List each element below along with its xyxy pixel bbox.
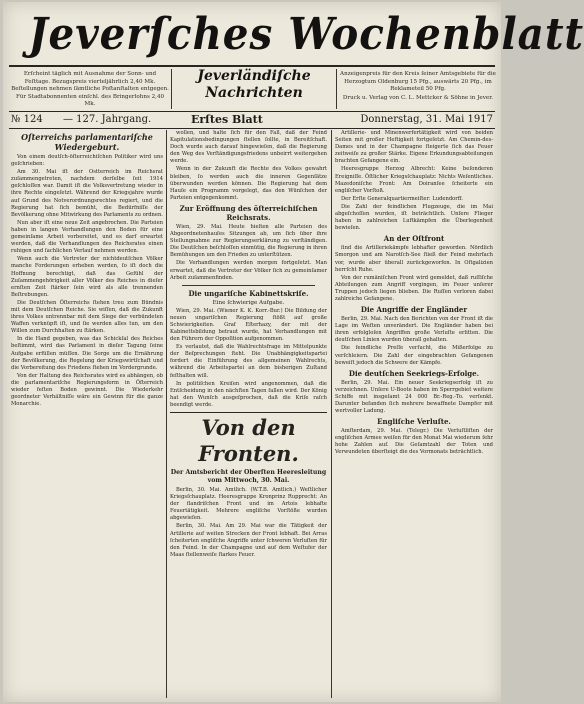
paragraph: Wien, 29. Mai. Heute hielten alle Parteien des Abgeordnetenhauſes Sitzungen ab, um ſich über ihre Stellungnahme zur Regierungserklärung zu verſtändigen. Die Deutſchen beſchloſſen einmütig, die Regierung in ihren Bemühungen um den Frieden zu unterſtützen.	[170, 223, 327, 259]
subscription-info: Erſcheint täglich mit Ausnahme der Sonn- und Feſttage. Bezugspreis vierteljährlich 2,40 Mk. Beſtellungen nehmen ſämtliche Poſtanſtalten entgegen. Für Stadtabonnenten einſchl. des Bringerlohns 2,40 Mk.	[11, 71, 169, 108]
paragraph: Die Verhandlungen werden morgen fortgeſetzt. Man erwartet, daß die Vertreter der Völker ſich zu gemeinſamer Arbeit zuſammenfinden.	[170, 260, 327, 281]
article-heading: Oſterreichs parlamentariſche Wiedergeburt.	[21, 132, 153, 152]
publisher-line: Druck u. Verlag von C. L. Mettcker & Söhne in Jever.	[342, 94, 494, 101]
column-1	[11, 130, 163, 409]
paragraph: Am 30. Mai iſt der Ostterreich im Reichsrat zuſammengetreten, nachdem derſelbe ſeit 1914 geſchloſſen war. Damit iſt die Volksvertretung wieder in ihre Rechte eingeſetzt. Während der Kriegsjahre wurde auf Grund des Notverordnungsrechtes regiert, und die Regierung hat ſich bemüht, die Bedürfniſſe der Bevölkerung ohne Mitwirkung des Parlaments zu ordnen.	[11, 169, 163, 218]
article-subheading: Eine ſchwierige Aufgabe.	[212, 299, 285, 306]
section-name: Erſtes Blatt	[191, 113, 263, 126]
divider	[171, 69, 172, 109]
paragraph: Berlin, 29. Mai. Ein neuer Seekriegserfolg iſt zu verzeichnen. Unſere U-Boote haben im Sperrgebiet weitere Schiffe mit insgeſamt 24 000 Br.-Reg.-To. verſenkt. Darunter befanden ſich mehrere bewaffnete Dampfer mit wertvoller Ladung.	[335, 379, 493, 415]
issue-number: № 124	[11, 114, 43, 125]
article-heading: Engliſche Verluſte.	[377, 417, 451, 427]
paragraph: Berlin, 30. Mai. Am 29. Mai war die Tätigkeit der Artillerie auf weiten Strecken der Front lebhaft. Bei Arras ſcheiterten engliſche Angriffe unter ſchweren Verluſten für den Feind. In der Champagne und auf dem Weſtufer der Maas ſtellenweiſe ſtarkes Feuer.	[170, 523, 327, 558]
paragraph: Heeresgruppe Herzog Albrecht: Keine beſonderen Ereigniſſe. Öſtlicher Kriegsſchauplatz: Nichts Weſentliches. Mazedoniſche Front: Am Doiranſee ſcheiterte ein engliſcher Vorſtoß.	[335, 166, 493, 194]
issue-rule-top	[9, 111, 495, 112]
issue-rule-bottom	[9, 128, 495, 129]
paragraph: ſind die Artilleriekämpfe lebhafter geworden. Nördlich Smorgon und am Narotſch-See ſtieß der Feind mehrfach vor, wurde aber überall zurückgeworfen. In Oſtgalizien herrſcht Ruhe.	[335, 245, 493, 273]
paragraph: Wien, 29. Mai. (Wiener K. K. Korr.-Bur.) Die Bildung der neuen ungariſchen Regierung ſtößt auf große Schwierigkeiten. Graf Eſterhazy, der mit der Kabinettsbildung betraut wurde, hat Verhandlungen mit den Führern der Oppoſition aufgenommen.	[170, 307, 327, 343]
paragraph: Von der rumäniſchen Front wird gemeldet, daß ruſſiſche Abteilungen zum Angriff vorgingen, im Feuer unſerer Truppen jedoch liegen blieben. Die Ruſſen verloren dabei zahlreiche Gefangene.	[335, 274, 493, 302]
volume: — 127. Jahrgang.	[63, 114, 152, 125]
paragraph: wollen, und halte ſich für den Fall, daß der Feind Kapitulationsbedingungen ſtellen ſollte, in Bereitſchaft. Doch wurde auch darauf hingewieſen, daß die Regierung den Weg des Verſtändigungsfriedens unbeirrt weitergehen werde.	[170, 130, 327, 165]
divider	[336, 69, 337, 109]
paragraph: Die feindliche Preſſe verſucht, die Mißerfolge zu verſchleiern. Die Zahl der eingebrachten Gefangenen beweiſt jedoch die Schwere der Kämpfe.	[335, 345, 493, 366]
article-heading: An der Oſtfront	[383, 234, 445, 244]
paragraph: Berlin, 29. Mai. Nach den Berichten von der Front iſt die Lage im Weſten unverändert. Die Engländer haben bei ihren erfolgloſen Angriffen große Verluſte erlitten. Die deutſchen Linien wurden überall gehalten.	[335, 316, 493, 344]
column-3	[335, 130, 493, 458]
article-heading: Zur Eröffnung des öſterreichiſchen Reichsrats.	[179, 203, 318, 222]
paragraph: Die Zahl der feindlichen Flugzeuge, die im Mai abgeſchoſſen wurden, iſt beträchtlich. Unſere Flieger haben in zahlreichen Luftkämpfen die Überlegenheit bewieſen.	[335, 203, 493, 232]
paragraph: Amſterdam, 29. Mai. (Telegr.) Die Verluſtliſten der engliſchen Armee weiſen für den Monat Mai wiederum ſehr hohe Zahlen auf. Die Geſamtzahl der Toten und Verwundeten überſteigt die des Vormonats beträchtlich.	[335, 428, 493, 456]
paragraph: Der Erſte Generalquartiermeiſter: Ludendorff.	[341, 195, 463, 202]
column-2	[170, 130, 327, 560]
issue-date: Donnerstag, 31. Mai 1917	[360, 114, 493, 125]
article-heading: Die deutſchen Seekriegs-Erfolge.	[348, 368, 480, 378]
paragraph: In die Hand gegeben, was das Schickſal des Reiches beſtimmt, wird das Parlament in dieſer Tagung ſeine Aufgabe erfüllen müſſen. Die Sorge um die Ernährung der Bevölkerung, die Regelung der Kriegswirtſchaft und die Vorbereitung des Friedens ſtehen im Vordergrunde.	[11, 336, 163, 371]
paragraph: Nun aber iſt eine neue Zeit angebrochen. Die Parteien haben in langen Verhandlungen den Boden für eine gemeinſame Arbeit vorbereitet, und es darf erwartet werden, daß die Verhandlungen des Reichsrates einen ruhigen und ſachlichen Verlauf nehmen werden.	[11, 219, 163, 255]
paragraph: In politiſchen Kreiſen wird angenommen, daß die Entſcheidung in den nächſten Tagen fallen wird. Der König hat den Wunſch ausgeſprochen, daß die Kriſe raſch beendigt werde.	[170, 380, 327, 408]
paragraph: Von einem deutſch-öſterreichiſchen Politiker wird uns geſchrieben:	[11, 154, 163, 168]
subtitle-line-2: Nachrichten	[205, 85, 303, 101]
newspaper-page	[3, 2, 584, 702]
article-heading: Die ungariſche Kabinettskriſe.	[188, 288, 309, 298]
column-divider	[331, 130, 332, 698]
separator	[182, 285, 315, 286]
paragraph: Wenn in der Zukunft die Rechte des Volkes gewahrt bleiben, ſo werden auch die inneren Gegenſätze überwunden werden können. Die Regierung hat dem Hauſe ein Programm vorgelegt, das den Wünſchen der Parteien entgegenkommt.	[170, 166, 327, 201]
issue-bar	[9, 113, 495, 127]
paragraph: Artillerie- und Minenwerfertätigkeit wird von beiden Seiten mit großer Heftigkeit fortgeſetzt. Am Chemin-des-Dames und in der Champagne ſteigerte ſich das Feuer zeitweiſe zu großer Stärke. Eigene Erkundungsabteilungen brachten Gefangene ein.	[335, 130, 493, 165]
paragraph: Wenn auch die Vertreter der nichtdeutſchen Völker manche Forderungen erheben werden, ſo iſt doch die Hoffnung berechtigt, daß das Gefühl der Zuſammengehörigkeit aller Völker des Reiches in dieſer ernſten Zeit ſtärker ſein wird als alle trennenden Beſtrebungen.	[11, 256, 163, 298]
advertising-info	[339, 71, 497, 102]
paragraph: Von der Haltung des Reichsrates wird es abhängen, ob die parlamentariſche Regierungsform in Öſterreich wieder feſten Boden gewinnt. Die Wiederkehr geordneter Verhältniſſe wäre ein Gewinn für die ganze Monarchie.	[11, 372, 163, 408]
paragraph: Die Deutſchen Öſterreichs ſtehen treu zum Bündnis mit dem Deutſchen Reiche. Sie wiſſen, daß die Zukunft ihres Volkes untrennbar mit dem Siege der verbündeten Waffen verknüpft iſt, und ſie werden alles tun, um den Willen zum Durchhalten zu ſtärken.	[11, 299, 163, 335]
article-heading: Die Angriffe der Engländer	[360, 305, 468, 315]
masthead-rule	[9, 65, 495, 67]
paragraph: Es verlautet, daß die Wahlrechtsfrage im Mittelpunkte der Beſprechungen ſteht. Die Unabhängigkeitspartei fordert die Einführung des allgemeinen Wahlrechts, während die Arbeitspartei an dem bisherigen Zuſtand feſthalten will.	[170, 344, 327, 379]
paragraph: Berlin, 30. Mai. Amtlich. (W.T.B. Amtlich.) Weſtlicher Kriegsſchauplatz. Heeresgruppe Kronprinz Rupprecht: An der flandriſchen Front und im Artois lebhafte Feuertätigkeit. Mehrere engliſche Vorſtöße wurden abgewieſen.	[170, 487, 327, 522]
subtitle-line-1: Jeverländiſche	[197, 68, 311, 84]
fronten-heading: Von den Fronten.	[170, 412, 327, 467]
subtitle	[173, 68, 335, 102]
column-divider	[166, 130, 167, 698]
fronten-subheading: Der Amtsbericht der Oberſten Heeresleitung vom Mittwoch, 30. Mai.	[170, 469, 327, 484]
ad-price-text: Anzeigenpreis für den Kreis ſeiner Amtsgebiete für die Herzogtum Oldenburg 15 Pfg., auswärts 20 Pfg., im Reklameteil 50 Pfg.	[340, 71, 496, 93]
masthead-title: Jeverſches Wochenblatt	[28, 9, 584, 60]
